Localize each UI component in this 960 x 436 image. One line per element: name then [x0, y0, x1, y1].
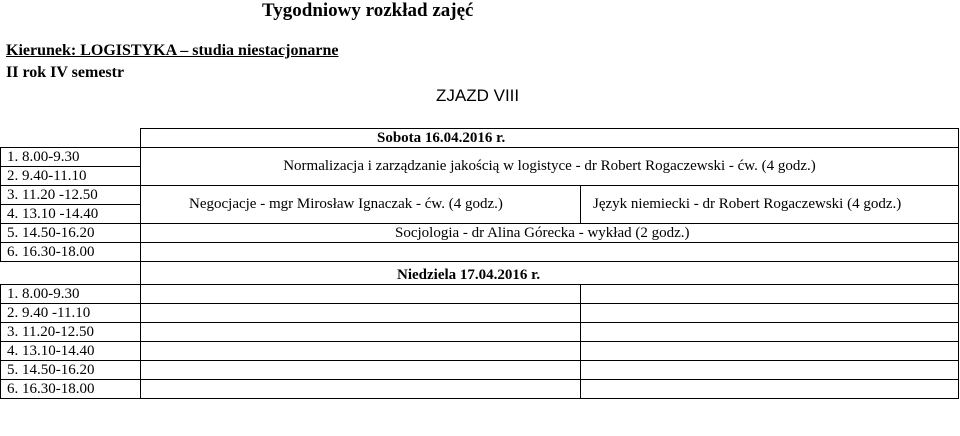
table-row — [1, 224, 959, 243]
class-negocjacje: Negocjacje - mgr Mirosław Ignaczak - ćw. (4 godz.) — [141, 186, 581, 224]
table-row — [1, 361, 959, 380]
table-row — [1, 342, 959, 361]
time-slot: 2. 9.40 -11.10 — [1, 304, 141, 323]
empty-cell — [581, 285, 959, 304]
time-slot: 5. 14.50-16.20 — [1, 224, 141, 243]
sunday-label: Niedziela 17.04.2016 r. — [141, 262, 959, 285]
table-row — [1, 285, 959, 304]
empty-cell — [141, 285, 581, 304]
time-slot: 6. 16.30-18.00 — [1, 243, 141, 262]
semester-label: II rok IV semestr — [6, 64, 125, 81]
time-slot: 3. 11.20 -12.50 — [1, 186, 141, 205]
empty-cell — [581, 380, 959, 399]
empty-cell — [581, 304, 959, 323]
time-slot: 2. 9.40-11.10 — [1, 167, 141, 186]
empty-cell — [581, 323, 959, 342]
time-slot: 4. 13.10 -14.40 — [1, 205, 141, 224]
class-socjologia: Socjologia - dr Alina Górecka - wykład (2 godz.) — [141, 224, 959, 243]
time-slot: 6. 16.30-18.00 — [1, 380, 141, 399]
class-normalizacja: Normalizacja i zarządzanie jakością w logistyce - dr Robert Rogaczewski - ćw. (4 godz.) — [283, 158, 816, 174]
empty-cell — [141, 361, 581, 380]
time-slot: 1. 8.00-9.30 — [1, 285, 141, 304]
page-title: Tygodniowy rozkład zajęć — [262, 0, 474, 21]
empty-cell — [141, 380, 581, 399]
day-header-row — [1, 129, 959, 148]
table-row — [1, 186, 959, 205]
time-slot: 4. 13.10-14.40 — [1, 342, 141, 361]
class-cell — [141, 148, 959, 186]
schedule-table — [0, 128, 959, 399]
zjazd-label: ZJAZD VIII — [436, 86, 520, 105]
time-slot: 5. 14.50-16.20 — [1, 361, 141, 380]
empty-cell — [141, 323, 581, 342]
saturday-label: Sobota 16.04.2016 r. — [141, 129, 959, 148]
empty-cell — [141, 243, 959, 262]
empty-cell — [581, 361, 959, 380]
time-slot: 3. 11.20-12.50 — [1, 323, 141, 342]
table-row — [1, 304, 959, 323]
table-row — [1, 243, 959, 262]
table-row — [1, 148, 959, 167]
time-slot: 1. 8.00-9.30 — [1, 148, 141, 167]
empty-cell — [141, 342, 581, 361]
empty-cell — [141, 304, 581, 323]
spacer-cell — [1, 129, 141, 148]
empty-cell — [581, 342, 959, 361]
class-jezyk-niemiecki: Język niemiecki - dr Robert Rogaczewski (4 godz.) — [581, 186, 959, 224]
day-header-row — [1, 262, 959, 285]
spacer-cell — [1, 262, 141, 285]
program-label: Kierunek: LOGISTYKA – studia niestacjonarne — [6, 42, 339, 59]
table-row — [1, 323, 959, 342]
table-row — [1, 380, 959, 399]
